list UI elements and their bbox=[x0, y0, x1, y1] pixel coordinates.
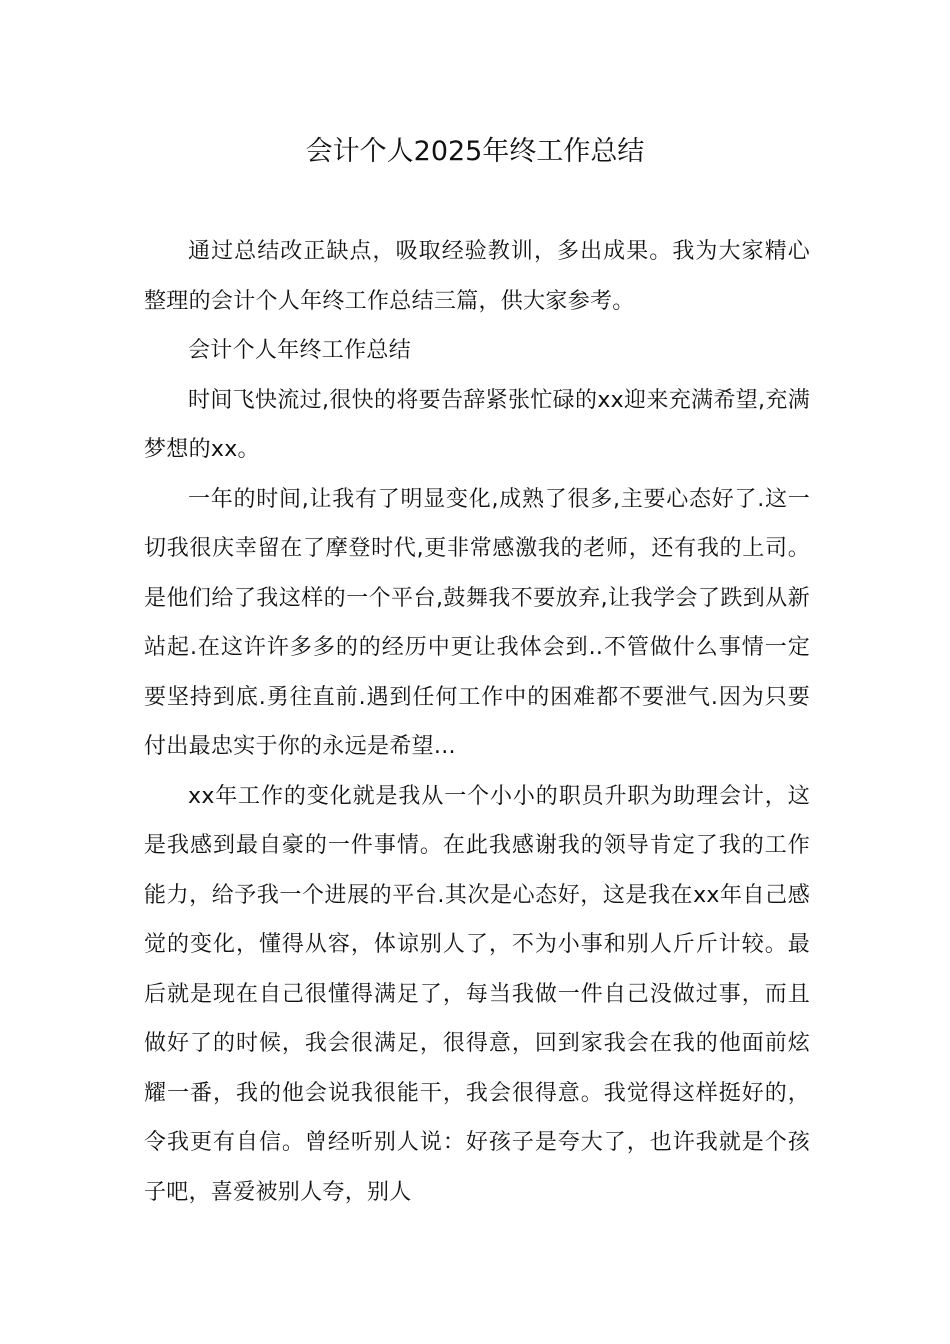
intro-paragraph: 通过总结改正缺点，吸取经验教训，多出成果。我为大家精心整理的会计个人年终工作总结三篇，供大家参考。 bbox=[144, 239, 810, 314]
document-body bbox=[144, 227, 810, 1217]
body-paragraph-1: 时间飞快流过,很快的将要告辞紧张忙碌的xx迎来充满希望,充满梦想的xx。 bbox=[144, 387, 810, 462]
body-paragraph-2: 一年的时间,让我有了明显变化,成熟了很多,主要心态好了.这一切我很庆幸留在了摩登时代,更非常感激我的老师，还有我的上司。是他们给了我这样的一个平台,鼓舞我不要放弃,让我学会了跌到从新站起.在这许许多多的的经历中更让我体会到..不管做什么事情一定要坚持到底.勇往直前.遇到任何工作中的困难都不要泄气.因为只要付出最忠实于你的永远是希望... bbox=[144, 486, 810, 759]
section-heading: 会计个人年终工作总结 bbox=[188, 338, 412, 363]
document-title: 会计个人2025年终工作总结 bbox=[305, 136, 645, 167]
body-paragraph-3: xx年工作的变化就是我从一个小小的职员升职为助理会计，这是我感到最自豪的一件事情。在此我感谢我的领导肯定了我的工作能力，给予我一个进展的平台.其次是心态好，这是我在xx年自己感觉的变化，懂得从容，体谅别人了，不为小事和别人斤斤计较。最后就是现在自己很懂得满足了，每当我做一件自己没做过事，而且做好了的时候，我会很满足，很得意，回到家我会在我的他面前炫耀一番，我的他会说我很能干，我会很得意。我觉得这样挺好的，令我更有自信。曾经听别人说：好孩子是夸大了，也许我就是个孩子吧，喜爱被别人夸，别人 bbox=[144, 783, 810, 1205]
